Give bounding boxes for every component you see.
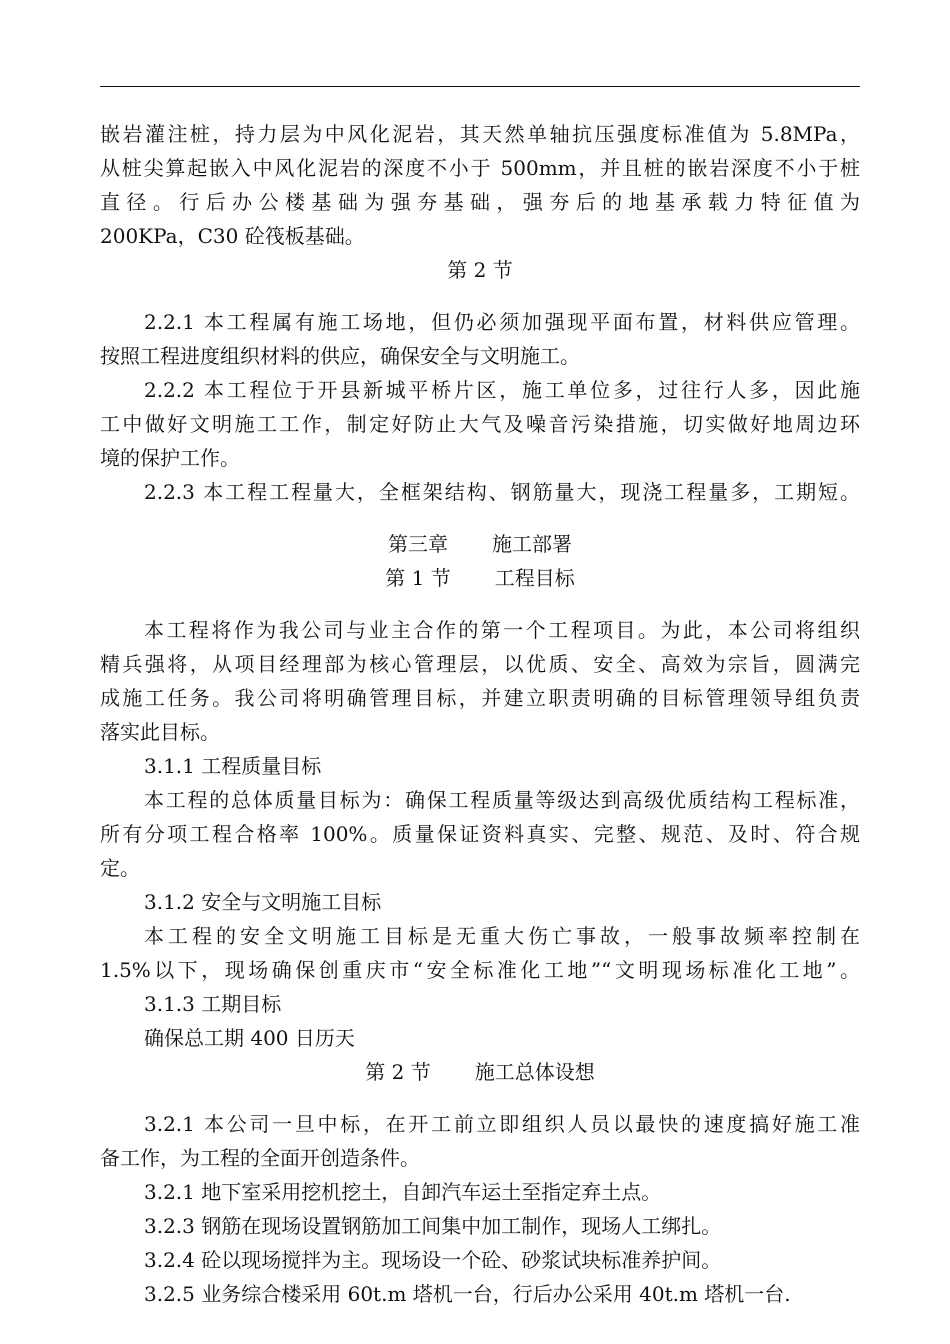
chapter-heading bbox=[100, 527, 860, 561]
paragraph-line: 直径。行后办公楼基础为强夯基础，强夯后的地基承载力特征值为 bbox=[100, 190, 860, 214]
paragraph-line: 3.2.3 钢筋在现场设置钢筋加工间集中加工制作，现场人工绑扎。 bbox=[144, 1214, 722, 1238]
section-title: 工程目标 bbox=[494, 566, 575, 590]
subsection-title: 3.1.2 安全与文明施工目标 bbox=[144, 890, 382, 914]
paragraph-line: 2.2.2 本工程位于开县新城平桥片区，施工单位多，过往行人多，因此施 bbox=[144, 378, 860, 402]
paragraph-line: 2.2.3 本工程工程量大，全框架结构、钢筋量大，现浇工程量多，工期短。 bbox=[144, 480, 860, 504]
section-number: 第 1 节 bbox=[385, 566, 451, 590]
paragraph-line: 本工程的总体质量目标为：确保工程质量等级达到高级优质结构工程标准， bbox=[144, 788, 860, 812]
paragraph-line: 按照工程进度组织材料的供应，确保安全与文明施工。 bbox=[100, 344, 580, 368]
paragraph-line: 定。 bbox=[100, 856, 140, 880]
paragraph-line: 从桩尖算起嵌入中风化泥岩的深度不小于 500mm，并且桩的嵌岩深度不小于桩 bbox=[100, 156, 860, 180]
paragraph-line: 本工程将作为我公司与业主合作的第一个工程项目。为此，本公司将组织 bbox=[144, 618, 860, 642]
chapter-number: 第三章 bbox=[388, 532, 448, 556]
paragraph-line: 3.2.1 地下室采用挖机挖土，自卸汽车运土至指定弃土点。 bbox=[144, 1180, 662, 1204]
paragraph-line: 成施工任务。我公司将明确管理目标，并建立职责明确的目标管理领导组负责 bbox=[100, 686, 860, 710]
paragraph-line: 精兵强将，从项目经理部为核心管理层，以优质、安全、高效为宗旨，圆满完 bbox=[100, 652, 860, 676]
paragraph-line: 备工作，为工程的全面开创造条件。 bbox=[100, 1146, 420, 1170]
section-heading bbox=[100, 1055, 860, 1089]
section-heading: 第 2 节 bbox=[447, 258, 513, 282]
paragraph-line: 所有分项工程合格率 100%。质量保证资料真实、完整、规范、及时、符合规 bbox=[100, 822, 860, 846]
subsection-title: 3.1.1 工程质量目标 bbox=[144, 754, 322, 778]
paragraph-line: 200KPa，C30 砼筏板基础。 bbox=[100, 224, 365, 248]
section-title: 施工总体设想 bbox=[474, 1060, 595, 1084]
paragraph-line: 3.2.4 砼以现场搅拌为主。现场设一个砼、砂浆试块标准养护间。 bbox=[144, 1248, 722, 1272]
paragraph-line: 确保总工期 400 日历天 bbox=[144, 1026, 355, 1050]
paragraph-line: 工中做好文明施工工作，制定好防止大气及噪音污染措施，切实做好地周边环 bbox=[100, 412, 860, 436]
paragraph-line: 嵌岩灌注桩，持力层为中风化泥岩，其天然单轴抗压强度标准值为 5.8MPa， bbox=[100, 122, 860, 146]
section-heading bbox=[100, 561, 860, 595]
paragraph-line: 2.2.1 本工程属有施工场地，但仍必须加强现平面布置，材料供应管理。 bbox=[144, 310, 860, 334]
paragraph-line: 1.5%以下，现场确保创重庆市“安全标准化工地”“文明现场标准化工地”。 bbox=[100, 958, 860, 982]
paragraph-line: 境的保护工作。 bbox=[100, 446, 240, 470]
subsection-title: 3.1.3 工期目标 bbox=[144, 992, 282, 1016]
chapter-title: 施工部署 bbox=[492, 532, 572, 556]
paragraph-line: 本工程的安全文明施工目标是无重大伤亡事故，一般事故频率控制在 bbox=[144, 924, 860, 948]
header-rule bbox=[100, 86, 860, 87]
section-number: 第 2 节 bbox=[365, 1060, 431, 1084]
paragraph-line: 3.2.1 本公司一旦中标，在开工前立即组织人员以最快的速度搞好施工准 bbox=[144, 1112, 860, 1136]
paragraph-line: 3.2.5 业务综合楼采用 60t.m 塔机一台，行后办公采用 40t.m 塔机一台. bbox=[144, 1282, 791, 1306]
paragraph-line: 落实此目标。 bbox=[100, 720, 220, 744]
